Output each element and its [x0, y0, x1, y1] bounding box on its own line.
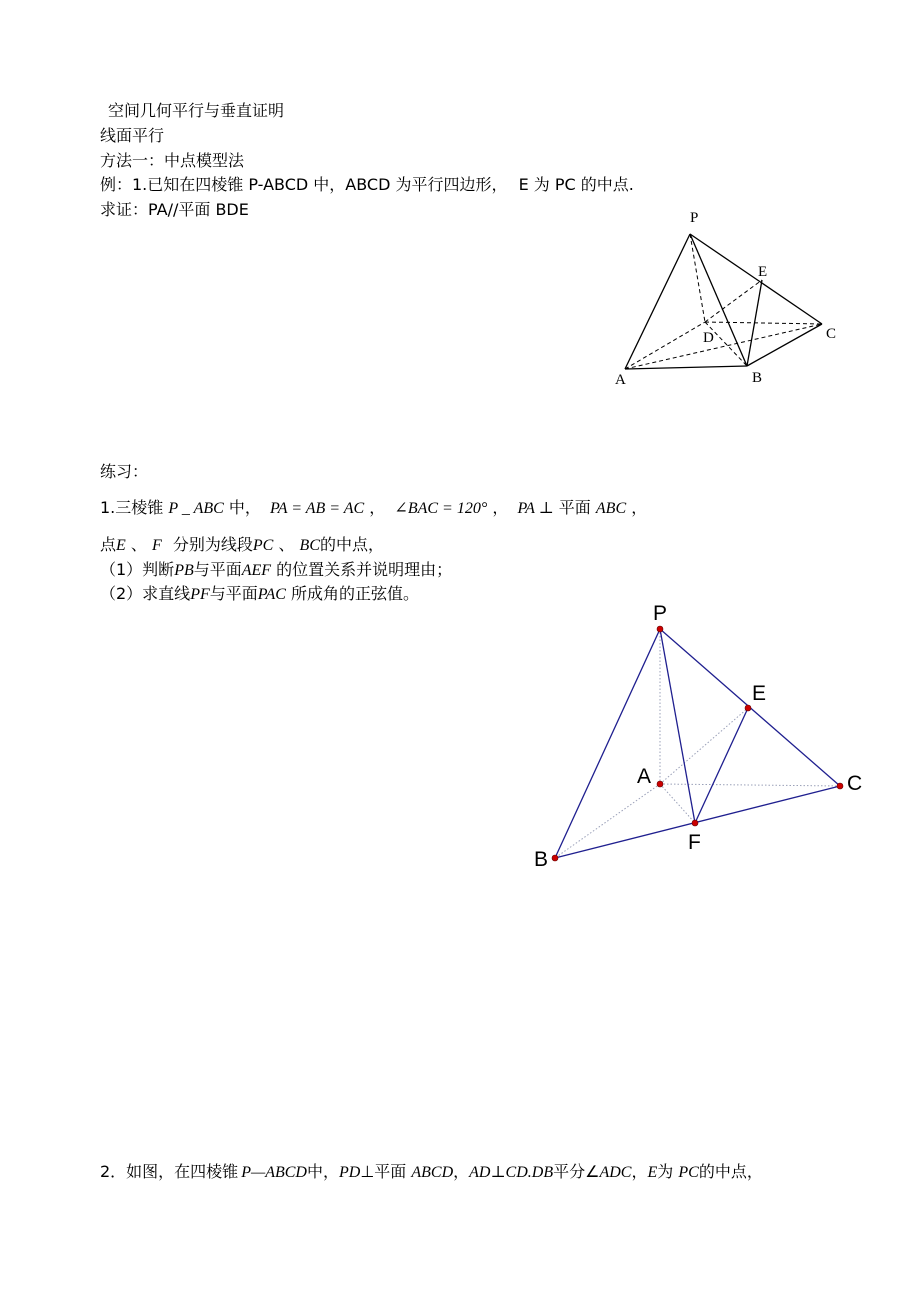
example-prove: 求证：PA//平面 BDE: [100, 200, 249, 219]
q1-l2-f: F: [152, 537, 162, 554]
q1-s2-pac: PAC: [257, 586, 286, 603]
q2-d: ，: [453, 1162, 470, 1181]
point-E: [745, 705, 751, 711]
edge-AC-hidden: [625, 324, 822, 369]
edge-PB: [555, 629, 660, 858]
pyramid-figure-1: [600, 200, 860, 400]
q1-l2-a: 点: [100, 535, 117, 554]
label-A: A: [615, 372, 626, 388]
method-heading: 方法一：中点模型法: [100, 151, 245, 170]
q1-s2-pf: PF: [190, 586, 210, 603]
q2-g: 为: [657, 1162, 674, 1181]
q1-s1-pb: PB: [174, 562, 194, 579]
q1-sub-2: [100, 584, 419, 605]
q1-s1-c: 的位置关系并说明理由；: [276, 560, 453, 579]
q1-s2-c: 所成角的正弦值。: [291, 584, 420, 603]
q1-expr-plane: ABC: [595, 500, 627, 517]
q1-l2-b: 、: [130, 535, 147, 554]
label-C: C: [847, 772, 863, 795]
point-F: [692, 820, 698, 826]
label-P: P: [690, 210, 699, 226]
edge-DC-hidden: [705, 322, 822, 324]
q2-h: 的中点，: [698, 1162, 763, 1181]
q2-b: 中，: [306, 1162, 339, 1181]
edge-AC-hidden: [660, 784, 840, 786]
example-statement: [100, 175, 634, 195]
point-P: [657, 626, 663, 632]
label-D: D: [703, 330, 714, 346]
q1-s2-a: （2）求直线: [100, 584, 191, 603]
q1-p2: 中，: [228, 498, 261, 517]
q1-l2-d: 、: [278, 535, 295, 554]
example-prefix: 例：1.已知在四棱锥 P-ABCD 中，ABCD 为平行四边形，: [100, 175, 508, 194]
section-heading: 线面平行: [100, 126, 165, 145]
edge-DE-hidden: [705, 280, 762, 322]
q2-adcd: AD⊥CD.DB: [469, 1164, 554, 1181]
edge-AE-hidden: [660, 708, 748, 784]
edge-AF-hidden: [660, 784, 695, 823]
example-suffix: E 为 PC 的中点.: [518, 175, 634, 194]
label-B: B: [752, 370, 763, 386]
q1-sep3: ，: [631, 498, 648, 517]
doc-title: 空间几何平行与垂直证明: [108, 101, 285, 120]
q1-p3: 平面: [558, 498, 591, 517]
label-B: B: [534, 848, 549, 871]
q1-pyramid-name: P _ ABC: [168, 500, 224, 517]
label-A: A: [637, 765, 652, 788]
label-F: F: [688, 831, 701, 854]
edge-AB: [625, 366, 747, 369]
q2-pd: PD: [338, 1164, 361, 1181]
edge-EF: [695, 708, 748, 823]
point-B: [552, 855, 558, 861]
practice-label: 练习：: [100, 462, 149, 481]
edge-BC: [747, 324, 822, 366]
q2-name: P—ABCD: [241, 1164, 307, 1181]
point-C: [837, 783, 843, 789]
q2-e: 平分∠: [553, 1162, 600, 1181]
q1-s1-b: 与平面: [193, 560, 242, 579]
edge-PD-hidden: [690, 234, 705, 322]
label-E: E: [758, 264, 768, 280]
label-P: P: [653, 602, 668, 625]
q1-sep1: ，: [369, 498, 386, 517]
point-A: [657, 781, 663, 787]
q2-statement: [100, 1162, 763, 1183]
q2-c: ⊥平面: [360, 1162, 407, 1181]
q1-sub-1: [100, 560, 452, 581]
q2-abcd: ABCD: [411, 1164, 454, 1181]
q1-p1: 1.三棱锥: [100, 498, 164, 517]
edge-PF: [660, 629, 695, 823]
q2-adc: ADC: [599, 1164, 632, 1181]
q1-s1-a: （1）判断: [100, 560, 175, 579]
label-E: E: [752, 682, 767, 705]
q1-l2-pc: PC: [252, 537, 274, 554]
q1-expr-angle: ∠BAC = 120°: [394, 500, 488, 517]
q1-l2-c: 分别为线段: [172, 535, 253, 554]
q1-sep2: ，: [492, 498, 509, 517]
label-C: C: [826, 326, 837, 342]
q1-expr-perp: PA ⊥: [517, 500, 554, 517]
q2-a: 2．如图，在四棱锥: [100, 1162, 239, 1181]
q1-line-1: [100, 498, 647, 519]
q1-s2-b: 与平面: [209, 584, 258, 603]
q1-s1-aef: AEF: [241, 562, 272, 579]
q1-l2-e2: 的中点，: [320, 535, 385, 554]
q1-line-2: [100, 535, 384, 556]
q2-ee: E: [647, 1164, 658, 1181]
q2-pc: PC: [678, 1164, 699, 1181]
q1-l2-bc: BC: [299, 537, 320, 554]
q1-expr-equal-edges: PA = AB = AC: [270, 500, 365, 517]
edge-AB-hidden: [555, 784, 660, 858]
pyramid-figure-2: [520, 590, 880, 880]
q2-f: ，: [631, 1162, 648, 1181]
edge-PA: [625, 234, 690, 369]
q1-l2-e: E: [116, 537, 126, 554]
